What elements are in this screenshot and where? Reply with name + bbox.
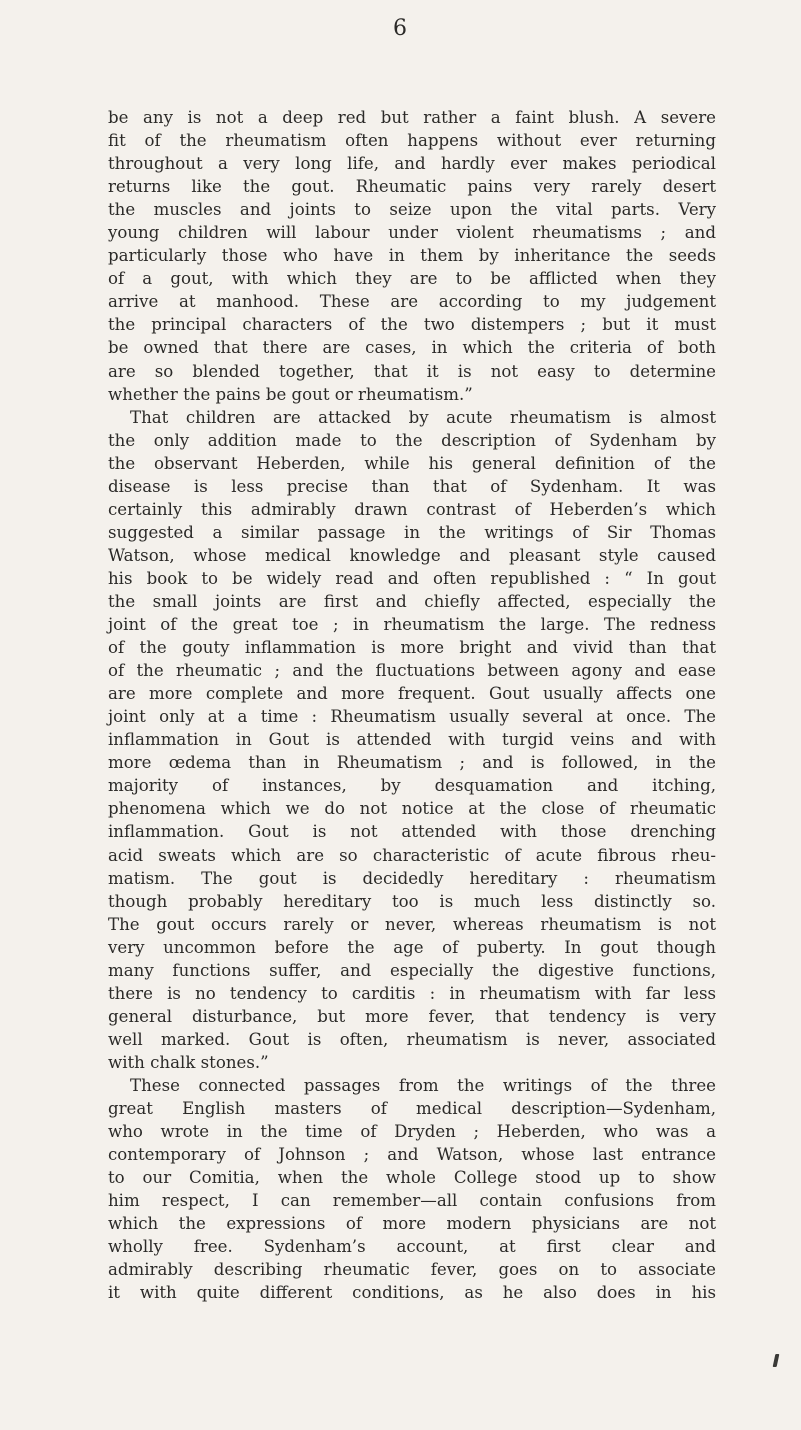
text-line: admirably describing rheumatic fever, goes on to associate (108, 1260, 716, 1280)
text-line: acid sweats which are so characteristic of acute fibrous rheu- (108, 845, 716, 865)
text-line: it with quite different conditions, as he also does in his (108, 1283, 716, 1303)
text-line: to our Comitia, when the whole College stood up to show (108, 1168, 716, 1188)
text-line: him respect, I can remember—all contain confusions from (108, 1191, 716, 1211)
page-number: 6 (393, 16, 408, 41)
text-line: there is no tendency to carditis : in rheumatism with far less (108, 983, 716, 1003)
paragraph-start-line: That children are attacked by acute rheumatism is almost (130, 407, 716, 427)
text-line: which the expressions of more modern physicians are not (108, 1214, 716, 1234)
text-line: are so blended together, that it is not easy to determine (108, 361, 716, 381)
text-line: fit of the rheumatism often happens without ever returning (108, 131, 716, 151)
text-line: Watson, whose medical knowledge and pleasant style caused (108, 545, 716, 565)
text-line: arrive at manhood. These are according to my judgement (108, 292, 716, 312)
text-line: great English masters of medical description—Sydenham, (108, 1099, 716, 1119)
text-line: the small joints are first and chiefly affected, especially the (108, 591, 716, 611)
text-line: returns like the gout. Rheumatic pains very rarely desert (108, 177, 716, 197)
text-line: be any is not a deep red but rather a faint blush. A severe (108, 108, 716, 127)
text-line: well marked. Gout is often, rheumatism is never, associated (108, 1029, 716, 1049)
text-line: the only addition made to the description of Sydenham by (108, 430, 716, 450)
text-line: inflammation. Gout is not attended with those drenching (108, 822, 716, 842)
text-line: throughout a very long life, and hardly ever makes periodical (108, 154, 716, 174)
text-line: many functions suffer, and especially the digestive functions, (108, 960, 716, 980)
text-line: majority of instances, by desquamation and itching, (108, 776, 716, 796)
ink-mark (773, 1354, 780, 1367)
text-line: joint only at a time : Rheumatism usually several at once. The (108, 707, 716, 727)
text-line: wholly free. Sydenham’s account, at first clear and (108, 1237, 716, 1257)
text-line: general disturbance, but more fever, that tendency is very (108, 1006, 716, 1026)
text-line: the principal characters of the two distempers ; but it must (108, 315, 716, 335)
text-line: of the rheumatic ; and the fluctuations between agony and ease (108, 661, 716, 681)
text-line: are more complete and more frequent. Gout usually affects one (108, 684, 716, 704)
text-line: certainly this admirably drawn contrast of Heberden’s which (108, 499, 716, 519)
text-line: though probably hereditary too is much less distinctly so. (108, 891, 716, 911)
text-line: joint of the great toe ; in rheumatism the large. The redness (108, 615, 716, 635)
body-text (108, 106, 716, 1304)
paragraph-start-line: These connected passages from the writings of the three (130, 1075, 716, 1095)
text-line: The gout occurs rarely or never, whereas rheumatism is not (108, 914, 716, 934)
text-line: matism. The gout is decidedly hereditary : rheumatism (108, 868, 716, 888)
text-line: who wrote in the time of Dryden ; Heberden, who was a (108, 1122, 716, 1142)
text-line: inflammation in Gout is attended with turgid veins and with (108, 730, 716, 750)
text-line: contemporary of Johnson ; and Watson, whose last entrance (108, 1145, 716, 1165)
text-line: of the gouty inflammation is more bright and vivid than that (108, 638, 716, 658)
text-line: particularly those who have in them by inheritance the seeds (108, 246, 716, 266)
text-line: be owned that there are cases, in which the criteria of both (108, 338, 716, 358)
text-line: with chalk stones.” (108, 1052, 269, 1072)
text-line: more œdema than in Rheumatism ; and is followed, in the (108, 753, 716, 773)
text-line: the observant Heberden, while his general definition of the (108, 453, 716, 473)
text-line: whether the pains be gout or rheumatism.” (108, 384, 473, 404)
text-line: young children will labour under violent rheumatisms ; and (108, 223, 716, 243)
text-line: of a gout, with which they are to be afflicted when they (108, 269, 716, 289)
text-line: very uncommon before the age of puberty. In gout though (108, 937, 716, 957)
text-line: suggested a similar passage in the writings of Sir Thomas (108, 522, 716, 542)
text-line: disease is less precise than that of Sydenham. It was (108, 476, 716, 496)
text-line: the muscles and joints to seize upon the vital parts. Very (108, 200, 716, 220)
text-line: phenomena which we do not notice at the close of rheumatic (108, 799, 716, 819)
text-line: his book to be widely read and often republished : “ In gout (108, 568, 716, 588)
